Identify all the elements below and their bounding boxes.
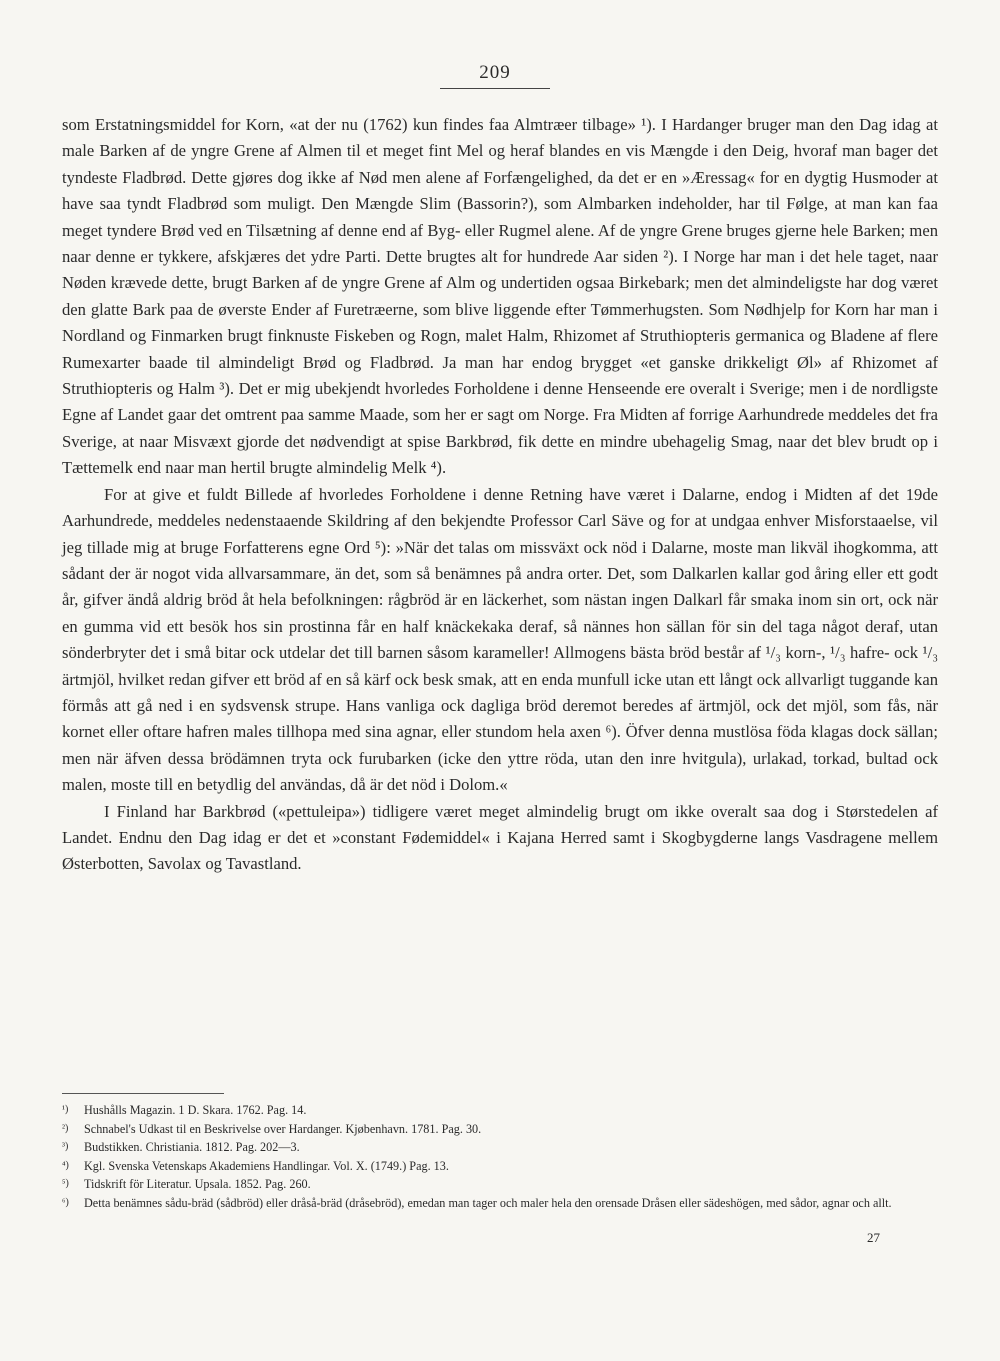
footnote-2 [62,1120,938,1139]
footnote-4 [62,1157,938,1176]
footnote-text: Tidskrift för Literatur. Upsala. 1852. Pag. 260. [84,1177,311,1191]
footnote-text: Hushålls Magazin. 1 D. Skara. 1762. Pag. 14. [84,1103,307,1117]
footnote-6 [62,1194,938,1213]
footnote-mark: ²) [62,1122,69,1134]
page-number: 209 [440,62,550,89]
body-text [62,112,938,878]
paragraph-2: For at give et fuldt Billede af hvorledes Forholdene i denne Retning have været i Dalarne, endog i Midten af det 19de Aarhundrede, meddeles nedenstaaende Skildring af den bekjendte Professor Carl Säve og for at undgaa enhver Misforstaaelse, vil jeg tillade mig at bruge Forfatterens egne Ord ⁵): »När det talas om missväxt ock nöd i Dalarne, moste man likväl ihogkomma, att sådant der är nogot vida allvarsammare, än det, som så benämnes på andra orter. Det, som Dalkarlen kallar god åring eller ett godt år, gifver ändå aldrig bröd åt hela befolkningen: rågbröd är en läckerhet, som nästan ingen Dalkarl får smaka inom sin ort, ock när en gumma vid ett besök hos sin prostinna får en half knäckekaka deraf, så nännes hon sällan för sin del taga något deraf, utan sönderbryter det i små bitar ock utdelar det till barnen såsom karameller! Allmogens bästa bröd består af ¹/₃ korn-, ¹/₃ hafre- ock ¹/₃ ärtmjöl, hvilket redan gifver ett bröd af en så kärf ock besk smak, att en enda munfull icke utan ett långt ock allvarligt tuggande kan förmås att gå ned i en sydsvensk strupe. Hans vanliga ock dagliga bröd deremot beredes af ärtmjöl, ock det mjöl, som fås, när kornet eller oftare hafren males tillhopa med sina agnar, eller stundom hela axen ⁶). Öfver denna mustlösa föda klagas dock sällan; men när äfven dessa brödämnen tryta ock furubarken (icke den yttre röda, utan den inre hvitgula), urlakad, torkad, bultad ock malen, moste till en betydlig del användas, då är det nöd i Dolom.« [62,484,938,795]
footnote-mark: ³) [62,1141,69,1152]
footnote-text: Kgl. Svenska Vetenskaps Akademiens Handlingar. Vol. X. (1749.) Pag. 13. [84,1158,449,1173]
footnote-3 [62,1138,938,1157]
footnote-mark: ⁴) [62,1159,69,1171]
paragraph-1: som Erstatningsmiddel for Korn, «at der nu (1762) kun findes faa Almtræer tilbage» ¹). I Hardanger bruger man den Dag idag at male Barken af de yngre Grene af Almen til et meget fint Mel og heraf blandes en vis Mængde i den Deig, hvoraf man bager det tyndeste Fladbrød. Dette gjøres dog ikke af Nød men alene af Forfængelighed, da det er en »Æressag« for en dygtig Husmoder at have saa tyndt Fladbrød som muligt. Den Mængde Slim (Bassorin?), som Almbarken indeholder, har til Følge, at man kan faa meget tyndere Brød ved en Tilsætning af denne end af Byg- eller Rugmel alene. Af de yngre Grene bruges gjerne hele Barken; men naar denne er tykkere, afskjæres det ydre Parti. Dette brugtes alt for hundrede Aar siden ²). I Norge har man i det hele taget, naar Nøden krævede dette, brugt Barken af de yngre Grene af Alm og undertiden ogsaa Birkebark; men det almindeligste har dog været den glatte Bark paa de øverste Ender af Furetræerne, som blive liggende efter Tømmerhugsten. Som Nødhjelp for Korn har man i Nordland og Finmarken brugt finknuste Fiskeben og Rogn, malet Halm, Rhizomet af Struthiopteris germanica og Bladene af flere Rumexarter baade til almindeligt Brød og Fladbrød. Ja man har endog brygget «et ganske drikkeligt Øl» af Rhizomet af Struthiopteris og Halm ³). Det er mig ubekjendt hvorledes Forholdene i denne Henseende ere overalt i Sverige; men i de nordligste Egne af Landet gaar det omtrent paa samme Maade, som her er sagt om Norge. Fra Midten af forrige Aarhundrede meddeles det fra Sverige, at naar Misvæxt gjorde det nødvendigt at spise Barkbrød, fik dette en mindre ubehagelig Smag, naar det blev brudt op i Tættemelk end naar man hertil brugte almindelig Melk ⁴). [62,115,938,478]
footnote-mark: ¹) [62,1104,69,1115]
footnote-divider [62,1093,224,1094]
paragraph-3: I Finland har Barkbrød («pettuleipa») tidligere været meget almindelig brugt om ikke overalt saa dog i Størstedelen af Landet. Endnu den Dag idag er det et »constant Fødemiddel« i Kajana Herred samt i Skogbygderne langs Vasdragene mellem Østerbotten, Savolax og Tavastland. [62,801,938,874]
footnote-mark: ⁵) [62,1178,69,1189]
footnote-mark: ⁶) [62,1196,69,1208]
footnotes [62,1101,938,1212]
footnote-1 [62,1101,938,1120]
signature-mark: 27 [867,1230,880,1245]
footnote-text: Budstikken. Christiania. 1812. Pag. 202—3. [84,1140,300,1154]
footnote-text: Detta benämnes sådu-bräd (sådbröd) eller dråså-bräd (dråsebröd), emedan man tager och maler hela den orensade Dråsen eller sädeshögen, med sådor, agnar och allt. [84,1195,892,1210]
footnote-5 [62,1175,938,1194]
footnote-text: Schnabel's Udkast til en Beskrivelse over Hardanger. Kjøbenhavn. 1781. Pag. 30. [84,1121,482,1136]
